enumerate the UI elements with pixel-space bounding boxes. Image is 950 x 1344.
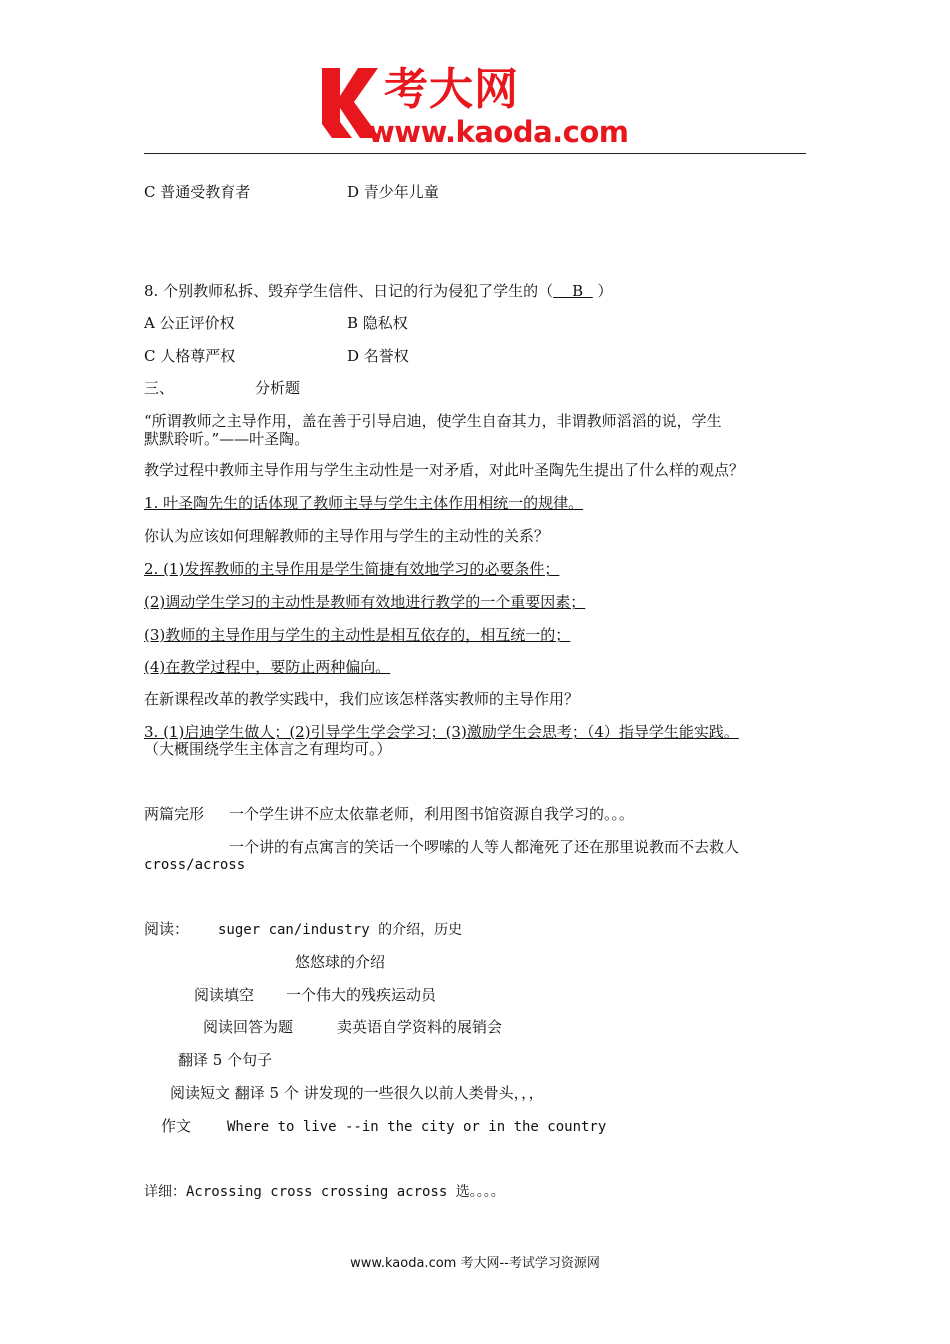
q8-option-c: C 人格尊严权 (144, 347, 236, 365)
cloze-1: 一个学生讲不应太依靠老师，利用图书馆资源自我学习的。。。 (229, 805, 635, 823)
kaoda-logo (318, 62, 648, 154)
essay-label: 作文 (161, 1117, 192, 1135)
quote-line-2: 默默聆听。”——叶圣陶。 (144, 430, 310, 448)
q8-stem-text: 8. 个别教师私拆、毁弃学生信件、日记的行为侵犯了学生的（ (144, 282, 554, 300)
q8-option-a: A 公正评价权 (144, 314, 235, 332)
reading-label: 阅读： (144, 920, 190, 938)
cloze-label: 两篇完形 (144, 805, 205, 823)
fill-label: 阅读填空 (194, 986, 255, 1004)
q8-answer-letter: B (572, 282, 584, 300)
answer-3-line-2: （大概围绕学生主体言之有理均可。） (144, 740, 392, 758)
answer-2-4: (4)在教学过程中，要防止两种偏向。 (144, 658, 391, 676)
answer-2-3: (3)教师的主导作用与学生的主动性是相互依存的，相互统一的； (144, 626, 571, 644)
header-divider (144, 153, 806, 154)
short-reading: 阅读短文 翻译 5 个 讲发现的一些很久以前人类骨头，，， (170, 1084, 544, 1102)
footer-text: www.kaoda.com 考大网--考试学习资源网 (350, 1256, 600, 1271)
q8-option-b: B 隐私权 (347, 314, 408, 332)
q8-option-d: D 名誉权 (347, 347, 409, 365)
q7-option-d: D 青少年儿童 (347, 183, 439, 201)
logo-url: www.kaoda.com (368, 115, 629, 149)
question-1: 教学过程中教师主导作用与学生主动性是一对矛盾，对此叶圣陶先生提出了什么样的观点？ (144, 461, 745, 479)
section3-title: 分析题 (255, 379, 301, 397)
reading-2: 悠悠球的介绍 (295, 953, 386, 971)
q8-answer (553, 282, 593, 300)
answer-1: 1. 叶圣陶先生的话体现了教师主导与学生主体作用相统一的规律。 (144, 494, 584, 512)
answer-label: 阅读回答为题 (203, 1018, 294, 1036)
translate-5: 翻译 5 个句子 (178, 1051, 273, 1069)
q7-option-c: C 普通受教育者 (144, 183, 251, 201)
q8-close: ） (597, 282, 613, 300)
quote-line-1: “所谓教师之主导作用，盖在善于引导启迪，使学生自奋其力，非谓教师滔滔的说，学生 (144, 412, 722, 430)
answer-2-1: 2. (1)发挥教师的主导作用是学生简捷有效地学习的必要条件； (144, 560, 560, 578)
answer-2-2: (2)调动学生学习的主动性是教师有效地进行教学的一个重要因素； (144, 593, 586, 611)
section3-number: 三、 (144, 379, 175, 397)
reading-1: suger can/industry 的介绍，历史 (218, 922, 463, 938)
detail-note: 详细：Acrossing cross crossing across 选。。。。 (144, 1184, 505, 1200)
essay-topic: Where to live --in the city or in the country (227, 1119, 607, 1135)
logo-title: 考大网 (384, 64, 519, 115)
fill-text: 一个伟大的残疾运动员 (286, 986, 437, 1004)
answer-text: 卖英语自学资料的展销会 (337, 1018, 503, 1036)
q8-stem (144, 282, 613, 300)
question-3: 在新课程改革的教学实践中，我们应该怎样落实教师的主导作用？ (144, 690, 580, 708)
cloze-2: 一个讲的有点寓言的笑话一个啰嗦的人等人都淹死了还在那里说教而不去救人 (229, 838, 740, 856)
question-2: 你认为应该如何理解教师的主导作用与学生的主动性的关系？ (144, 527, 550, 545)
cloze-2-word: cross/across (144, 857, 246, 873)
answer-3-line-1: 3. (1)启迪学生做人；(2)引导学生学会学习；(3)激励学生会思考；（4）指导学生能实践。 (144, 723, 739, 741)
